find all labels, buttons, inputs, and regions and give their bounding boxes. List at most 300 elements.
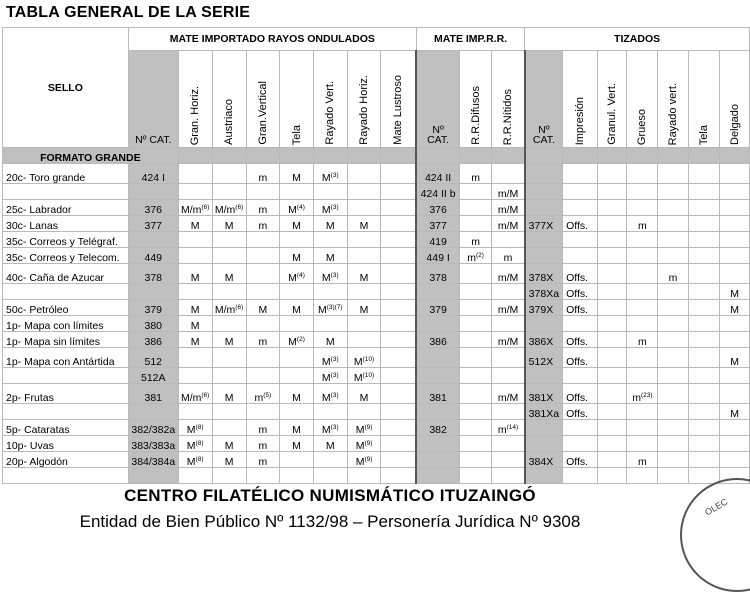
cat-cell[interactable]: 382/382a: [128, 420, 178, 436]
sello-cell[interactable]: 40c- Caña de Azucar: [3, 264, 129, 284]
value-cell[interactable]: [178, 200, 212, 216]
value-cell[interactable]: [525, 452, 563, 468]
empty-cell[interactable]: [3, 468, 129, 484]
value-cell[interactable]: [597, 404, 627, 420]
value-cell[interactable]: [720, 404, 750, 420]
value-cell[interactable]: [416, 436, 459, 452]
sello-cell[interactable]: 20c- Toro grande: [3, 164, 129, 184]
value-cell[interactable]: [381, 368, 417, 384]
value-cell[interactable]: [525, 368, 563, 384]
value-cell[interactable]: [347, 436, 381, 452]
value-cell[interactable]: [688, 200, 720, 216]
value-cell[interactable]: [525, 264, 563, 284]
value-cell[interactable]: [525, 348, 563, 368]
value-cell[interactable]: [313, 248, 347, 264]
value-cell[interactable]: [563, 216, 598, 232]
value-cell[interactable]: [212, 420, 246, 436]
value-cell[interactable]: [416, 332, 459, 348]
value-cell[interactable]: [492, 384, 525, 404]
value-cell[interactable]: [688, 232, 720, 248]
value-cell[interactable]: [688, 248, 720, 264]
value-cell[interactable]: [246, 264, 280, 284]
sello-cell[interactable]: 1p- Mapa sin límites: [3, 332, 129, 348]
value-cell[interactable]: [492, 436, 525, 452]
empty-cell[interactable]: [627, 468, 658, 484]
value-cell[interactable]: [280, 332, 314, 348]
sello-cell[interactable]: [3, 404, 129, 420]
value-cell[interactable]: [688, 452, 720, 468]
value-cell[interactable]: [492, 368, 525, 384]
value-cell[interactable]: [720, 184, 750, 200]
value-cell[interactable]: [416, 348, 459, 368]
empty-cell[interactable]: [347, 468, 381, 484]
value-cell[interactable]: [381, 200, 417, 216]
value-cell[interactable]: [381, 300, 417, 316]
value-cell[interactable]: [416, 452, 459, 468]
value-cell[interactable]: [720, 232, 750, 248]
value-cell[interactable]: [597, 232, 627, 248]
sello-cell[interactable]: 10p- Uvas: [3, 436, 129, 452]
value-cell[interactable]: [313, 384, 347, 404]
value-cell[interactable]: [459, 316, 492, 332]
empty-cell[interactable]: [492, 468, 525, 484]
value-cell[interactable]: [525, 200, 563, 216]
value-cell[interactable]: [563, 316, 598, 332]
value-cell[interactable]: [246, 164, 280, 184]
value-cell[interactable]: [627, 436, 658, 452]
value-cell[interactable]: [492, 200, 525, 216]
value-cell[interactable]: [347, 200, 381, 216]
cat-cell[interactable]: 376: [128, 200, 178, 216]
value-cell[interactable]: [658, 184, 689, 200]
sello-cell[interactable]: 50c- Petróleo: [3, 300, 129, 316]
value-cell[interactable]: [246, 216, 280, 232]
value-cell[interactable]: [347, 452, 381, 468]
value-cell[interactable]: [347, 264, 381, 284]
value-cell[interactable]: [212, 264, 246, 284]
value-cell[interactable]: [459, 300, 492, 316]
value-cell[interactable]: [416, 200, 459, 216]
value-cell[interactable]: [246, 348, 280, 368]
value-cell[interactable]: [178, 232, 212, 248]
value-cell[interactable]: [563, 200, 598, 216]
value-cell[interactable]: [720, 420, 750, 436]
value-cell[interactable]: [627, 248, 658, 264]
value-cell[interactable]: [212, 284, 246, 300]
value-cell[interactable]: [720, 368, 750, 384]
sello-cell[interactable]: 30c- Lanas: [3, 216, 129, 232]
value-cell[interactable]: [246, 420, 280, 436]
empty-cell[interactable]: [459, 468, 492, 484]
value-cell[interactable]: [416, 404, 459, 420]
value-cell[interactable]: [246, 404, 280, 420]
value-cell[interactable]: [597, 420, 627, 436]
value-cell[interactable]: [280, 404, 314, 420]
cat-cell[interactable]: 379: [128, 300, 178, 316]
value-cell[interactable]: [313, 436, 347, 452]
value-cell[interactable]: [658, 348, 689, 368]
value-cell[interactable]: [178, 404, 212, 420]
empty-cell[interactable]: [416, 468, 459, 484]
value-cell[interactable]: [525, 332, 563, 348]
cat-cell[interactable]: 386: [128, 332, 178, 348]
empty-cell[interactable]: [658, 468, 689, 484]
value-cell[interactable]: [525, 384, 563, 404]
value-cell[interactable]: [459, 452, 492, 468]
value-cell[interactable]: [246, 452, 280, 468]
value-cell[interactable]: [563, 284, 598, 300]
value-cell[interactable]: [459, 216, 492, 232]
value-cell[interactable]: [688, 368, 720, 384]
value-cell[interactable]: [658, 404, 689, 420]
value-cell[interactable]: [459, 200, 492, 216]
value-cell[interactable]: [492, 232, 525, 248]
value-cell[interactable]: [688, 300, 720, 316]
value-cell[interactable]: [313, 216, 347, 232]
value-cell[interactable]: [347, 184, 381, 200]
value-cell[interactable]: [416, 216, 459, 232]
value-cell[interactable]: [525, 232, 563, 248]
value-cell[interactable]: [347, 316, 381, 332]
value-cell[interactable]: [563, 420, 598, 436]
value-cell[interactable]: [313, 452, 347, 468]
sello-cell[interactable]: [3, 184, 129, 200]
empty-cell[interactable]: [280, 468, 314, 484]
value-cell[interactable]: [246, 384, 280, 404]
value-cell[interactable]: [627, 200, 658, 216]
empty-cell[interactable]: [212, 468, 246, 484]
cat-cell[interactable]: 378: [128, 264, 178, 284]
value-cell[interactable]: [178, 248, 212, 264]
value-cell[interactable]: [280, 184, 314, 200]
cat-cell[interactable]: 424 I: [128, 164, 178, 184]
value-cell[interactable]: [563, 232, 598, 248]
value-cell[interactable]: [178, 368, 212, 384]
value-cell[interactable]: [627, 348, 658, 368]
value-cell[interactable]: [347, 348, 381, 368]
value-cell[interactable]: [688, 384, 720, 404]
value-cell[interactable]: [246, 368, 280, 384]
value-cell[interactable]: [688, 264, 720, 284]
value-cell[interactable]: [563, 404, 598, 420]
value-cell[interactable]: [525, 184, 563, 200]
value-cell[interactable]: [459, 184, 492, 200]
value-cell[interactable]: [597, 452, 627, 468]
sello-cell[interactable]: [3, 368, 129, 384]
value-cell[interactable]: [381, 248, 417, 264]
value-cell[interactable]: [212, 316, 246, 332]
value-cell[interactable]: [563, 368, 598, 384]
value-cell[interactable]: [597, 248, 627, 264]
value-cell[interactable]: [212, 232, 246, 248]
value-cell[interactable]: [246, 332, 280, 348]
value-cell[interactable]: [492, 184, 525, 200]
cat-cell[interactable]: [128, 284, 178, 300]
value-cell[interactable]: [178, 348, 212, 368]
value-cell[interactable]: [280, 420, 314, 436]
value-cell[interactable]: [720, 348, 750, 368]
value-cell[interactable]: [563, 348, 598, 368]
value-cell[interactable]: [688, 348, 720, 368]
value-cell[interactable]: [597, 264, 627, 284]
value-cell[interactable]: [313, 404, 347, 420]
value-cell[interactable]: [720, 332, 750, 348]
value-cell[interactable]: [313, 316, 347, 332]
value-cell[interactable]: [212, 332, 246, 348]
value-cell[interactable]: [280, 384, 314, 404]
value-cell[interactable]: [525, 216, 563, 232]
value-cell[interactable]: [347, 368, 381, 384]
value-cell[interactable]: [381, 384, 417, 404]
value-cell[interactable]: [720, 164, 750, 184]
sello-cell[interactable]: 35c- Correos y Telégraf.: [3, 232, 129, 248]
value-cell[interactable]: [525, 404, 563, 420]
value-cell[interactable]: [347, 164, 381, 184]
value-cell[interactable]: [313, 420, 347, 436]
value-cell[interactable]: [280, 232, 314, 248]
value-cell[interactable]: [658, 248, 689, 264]
value-cell[interactable]: [658, 332, 689, 348]
value-cell[interactable]: [381, 348, 417, 368]
value-cell[interactable]: [627, 368, 658, 384]
sello-cell[interactable]: 25c- Labrador: [3, 200, 129, 216]
value-cell[interactable]: [525, 436, 563, 452]
value-cell[interactable]: [459, 232, 492, 248]
value-cell[interactable]: [178, 164, 212, 184]
value-cell[interactable]: [280, 216, 314, 232]
value-cell[interactable]: [246, 248, 280, 264]
sello-cell[interactable]: 1p- Mapa con límites: [3, 316, 129, 332]
value-cell[interactable]: [212, 184, 246, 200]
value-cell[interactable]: [381, 452, 417, 468]
value-cell[interactable]: [597, 368, 627, 384]
cat-cell[interactable]: 449: [128, 248, 178, 264]
value-cell[interactable]: [212, 164, 246, 184]
sello-cell[interactable]: 35c- Correos y Telecom.: [3, 248, 129, 264]
value-cell[interactable]: [492, 316, 525, 332]
empty-cell[interactable]: [563, 468, 598, 484]
value-cell[interactable]: [597, 200, 627, 216]
value-cell[interactable]: [658, 420, 689, 436]
cat-cell[interactable]: 377: [128, 216, 178, 232]
value-cell[interactable]: [246, 300, 280, 316]
value-cell[interactable]: [381, 232, 417, 248]
value-cell[interactable]: [720, 436, 750, 452]
value-cell[interactable]: [563, 436, 598, 452]
value-cell[interactable]: [627, 184, 658, 200]
value-cell[interactable]: [246, 284, 280, 300]
value-cell[interactable]: [459, 368, 492, 384]
value-cell[interactable]: [492, 248, 525, 264]
value-cell[interactable]: [525, 248, 563, 264]
value-cell[interactable]: [459, 436, 492, 452]
value-cell[interactable]: [492, 164, 525, 184]
value-cell[interactable]: [178, 284, 212, 300]
value-cell[interactable]: [658, 316, 689, 332]
value-cell[interactable]: [720, 284, 750, 300]
value-cell[interactable]: [658, 164, 689, 184]
value-cell[interactable]: [597, 332, 627, 348]
value-cell[interactable]: [720, 384, 750, 404]
value-cell[interactable]: [658, 300, 689, 316]
empty-cell[interactable]: [525, 468, 563, 484]
value-cell[interactable]: [627, 452, 658, 468]
cat-cell[interactable]: [128, 232, 178, 248]
value-cell[interactable]: [492, 264, 525, 284]
value-cell[interactable]: [720, 452, 750, 468]
value-cell[interactable]: [627, 232, 658, 248]
value-cell[interactable]: [688, 420, 720, 436]
value-cell[interactable]: [347, 284, 381, 300]
value-cell[interactable]: [597, 436, 627, 452]
value-cell[interactable]: [347, 248, 381, 264]
value-cell[interactable]: [416, 316, 459, 332]
value-cell[interactable]: [212, 216, 246, 232]
value-cell[interactable]: [178, 452, 212, 468]
value-cell[interactable]: [658, 264, 689, 284]
value-cell[interactable]: [627, 216, 658, 232]
value-cell[interactable]: [313, 184, 347, 200]
value-cell[interactable]: [416, 368, 459, 384]
value-cell[interactable]: [658, 216, 689, 232]
value-cell[interactable]: [178, 300, 212, 316]
value-cell[interactable]: [313, 164, 347, 184]
sello-cell[interactable]: 1p- Mapa con Antártida: [3, 348, 129, 368]
empty-cell[interactable]: [313, 468, 347, 484]
value-cell[interactable]: [280, 436, 314, 452]
value-cell[interactable]: [597, 164, 627, 184]
value-cell[interactable]: [313, 368, 347, 384]
value-cell[interactable]: [313, 264, 347, 284]
value-cell[interactable]: [563, 384, 598, 404]
value-cell[interactable]: [563, 452, 598, 468]
value-cell[interactable]: [347, 300, 381, 316]
value-cell[interactable]: [720, 300, 750, 316]
value-cell[interactable]: [688, 316, 720, 332]
cat-cell[interactable]: 384/384a: [128, 452, 178, 468]
value-cell[interactable]: [246, 184, 280, 200]
value-cell[interactable]: [688, 184, 720, 200]
value-cell[interactable]: [627, 420, 658, 436]
value-cell[interactable]: [627, 384, 658, 404]
cat-cell[interactable]: 380: [128, 316, 178, 332]
value-cell[interactable]: [459, 164, 492, 184]
value-cell[interactable]: [280, 200, 314, 216]
value-cell[interactable]: [381, 184, 417, 200]
value-cell[interactable]: [459, 420, 492, 436]
value-cell[interactable]: [280, 248, 314, 264]
value-cell[interactable]: [381, 316, 417, 332]
value-cell[interactable]: [627, 316, 658, 332]
value-cell[interactable]: [627, 300, 658, 316]
value-cell[interactable]: [347, 216, 381, 232]
value-cell[interactable]: [416, 300, 459, 316]
value-cell[interactable]: [492, 284, 525, 300]
value-cell[interactable]: [658, 368, 689, 384]
value-cell[interactable]: [720, 200, 750, 216]
value-cell[interactable]: [313, 200, 347, 216]
value-cell[interactable]: [178, 436, 212, 452]
value-cell[interactable]: [658, 452, 689, 468]
value-cell[interactable]: [688, 436, 720, 452]
value-cell[interactable]: [313, 232, 347, 248]
value-cell[interactable]: [212, 300, 246, 316]
sello-cell[interactable]: 2p- Frutas: [3, 384, 129, 404]
value-cell[interactable]: [178, 420, 212, 436]
value-cell[interactable]: [563, 264, 598, 284]
value-cell[interactable]: [381, 284, 417, 300]
value-cell[interactable]: [381, 404, 417, 420]
cat-cell[interactable]: [128, 184, 178, 200]
value-cell[interactable]: [416, 284, 459, 300]
value-cell[interactable]: [459, 264, 492, 284]
value-cell[interactable]: [280, 264, 314, 284]
value-cell[interactable]: [246, 436, 280, 452]
value-cell[interactable]: [597, 384, 627, 404]
cat-cell[interactable]: 381: [128, 384, 178, 404]
value-cell[interactable]: [347, 404, 381, 420]
sello-cell[interactable]: [3, 284, 129, 300]
value-cell[interactable]: [492, 420, 525, 436]
value-cell[interactable]: [212, 368, 246, 384]
value-cell[interactable]: [347, 384, 381, 404]
value-cell[interactable]: [280, 368, 314, 384]
value-cell[interactable]: [459, 404, 492, 420]
value-cell[interactable]: [178, 216, 212, 232]
value-cell[interactable]: [597, 184, 627, 200]
value-cell[interactable]: [178, 332, 212, 348]
value-cell[interactable]: [459, 332, 492, 348]
value-cell[interactable]: [246, 232, 280, 248]
value-cell[interactable]: [597, 316, 627, 332]
value-cell[interactable]: [688, 332, 720, 348]
value-cell[interactable]: [492, 332, 525, 348]
value-cell[interactable]: [416, 248, 459, 264]
value-cell[interactable]: [688, 164, 720, 184]
value-cell[interactable]: [525, 164, 563, 184]
value-cell[interactable]: [658, 436, 689, 452]
value-cell[interactable]: [658, 200, 689, 216]
cat-cell[interactable]: 512: [128, 348, 178, 368]
value-cell[interactable]: [416, 164, 459, 184]
value-cell[interactable]: [416, 384, 459, 404]
value-cell[interactable]: [563, 300, 598, 316]
value-cell[interactable]: [525, 284, 563, 300]
empty-cell[interactable]: [178, 468, 212, 484]
value-cell[interactable]: [381, 216, 417, 232]
value-cell[interactable]: [627, 332, 658, 348]
value-cell[interactable]: [280, 300, 314, 316]
value-cell[interactable]: [720, 316, 750, 332]
sello-cell[interactable]: 20p- Algodón: [3, 452, 129, 468]
value-cell[interactable]: [525, 420, 563, 436]
value-cell[interactable]: [459, 248, 492, 264]
value-cell[interactable]: [627, 164, 658, 184]
cat-cell[interactable]: [128, 404, 178, 420]
value-cell[interactable]: [492, 452, 525, 468]
value-cell[interactable]: [381, 264, 417, 284]
value-cell[interactable]: [720, 248, 750, 264]
value-cell[interactable]: [688, 284, 720, 300]
value-cell[interactable]: [459, 284, 492, 300]
value-cell[interactable]: [212, 248, 246, 264]
value-cell[interactable]: [597, 348, 627, 368]
sello-cell[interactable]: 5p- Cataratas: [3, 420, 129, 436]
value-cell[interactable]: [459, 384, 492, 404]
value-cell[interactable]: [381, 420, 417, 436]
value-cell[interactable]: [492, 404, 525, 420]
value-cell[interactable]: [280, 348, 314, 368]
